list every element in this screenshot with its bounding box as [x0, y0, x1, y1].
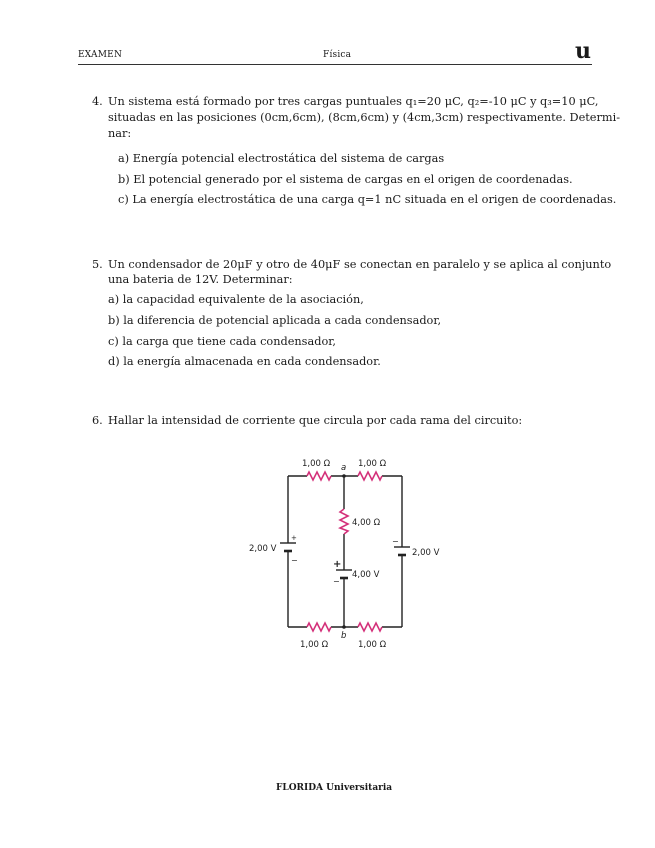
question-4-item-c: c) La energía electrostática de una carga q=1 nC situada en el origen de coordenadas.	[118, 193, 617, 206]
label-r-bottom-right: 1,00 Ω	[358, 640, 387, 650]
resistor-top-right	[358, 472, 382, 480]
battery-right	[394, 547, 410, 555]
label-r-bottom-left: 1,00 Ω	[300, 640, 329, 650]
footer: FLORIDA Universitaria	[276, 783, 393, 793]
question-4-number: 4.	[92, 95, 103, 108]
label-middle-plus: +	[333, 559, 342, 570]
label-right-minus: −	[392, 537, 399, 546]
question-5-line-1: Un condensador de 20μF y otro de 40μF se conectan en paralelo y se aplica al conjunto	[108, 258, 612, 271]
question-5-item-c: c) la carga que tiene cada condensador,	[108, 335, 336, 348]
header-left: EXAMEN	[78, 50, 123, 60]
label-r-top-left: 1,00 Ω	[302, 459, 331, 469]
question-4-item-a: a) Energía potencial electrostática del sistema de cargas	[118, 152, 445, 165]
question-5-number: 5.	[92, 258, 103, 271]
question-4-line-1: Un sistema está formado por tres cargas puntuales q₁=20 μC, q₂=-10 μC y q₃=10 μC,	[108, 95, 599, 108]
question-4-item-b: b) El potencial generado por el sistema de cargas en el origen de coordenadas.	[118, 173, 573, 186]
label-node-b: b	[341, 631, 347, 641]
header-center: Física	[323, 50, 352, 60]
circuit-diagram	[245, 452, 445, 652]
resistor-middle	[340, 509, 348, 534]
battery-left	[280, 543, 296, 551]
question-4-line-2: situadas en las posiciones (0cm,6cm), (8cm,6cm) y (4cm,3cm) respectivamente. Determi-	[108, 111, 621, 124]
circuit-wires	[288, 476, 402, 627]
question-5-item-d: d) la energía almacenada en cada condensador.	[108, 355, 381, 368]
label-r-top-right: 1,00 Ω	[358, 459, 387, 469]
label-left-minus: −	[291, 556, 298, 565]
resistor-top-left	[307, 472, 331, 480]
header-divider	[78, 64, 592, 65]
node-a-dot	[342, 474, 346, 478]
university-logo: u	[575, 38, 591, 64]
question-6-number: 6.	[92, 414, 103, 427]
label-node-a: a	[341, 463, 347, 473]
resistor-bottom-right	[358, 623, 382, 631]
question-4-line-3: nar:	[108, 127, 132, 140]
question-5-item-b: b) la diferencia de potencial aplicada a cada condensador,	[108, 314, 442, 327]
question-5-item-a: a) la capacidad equivalente de la asociación,	[108, 293, 364, 306]
label-v-middle: 4,00 V	[352, 570, 380, 580]
question-6-line-1: Hallar la intensidad de corriente que circula por cada rama del circuito:	[108, 414, 523, 427]
node-b-dot	[342, 625, 346, 629]
label-middle-minus: −	[333, 577, 340, 586]
label-left-plus: +	[291, 534, 297, 542]
label-v-left: 2,00 V	[249, 544, 277, 554]
label-v-right: 2,00 V	[412, 548, 440, 558]
question-5-line-2: una bateria de 12V. Determinar:	[108, 273, 293, 286]
label-r-middle: 4,00 Ω	[352, 518, 381, 528]
resistor-bottom-left	[307, 623, 331, 631]
